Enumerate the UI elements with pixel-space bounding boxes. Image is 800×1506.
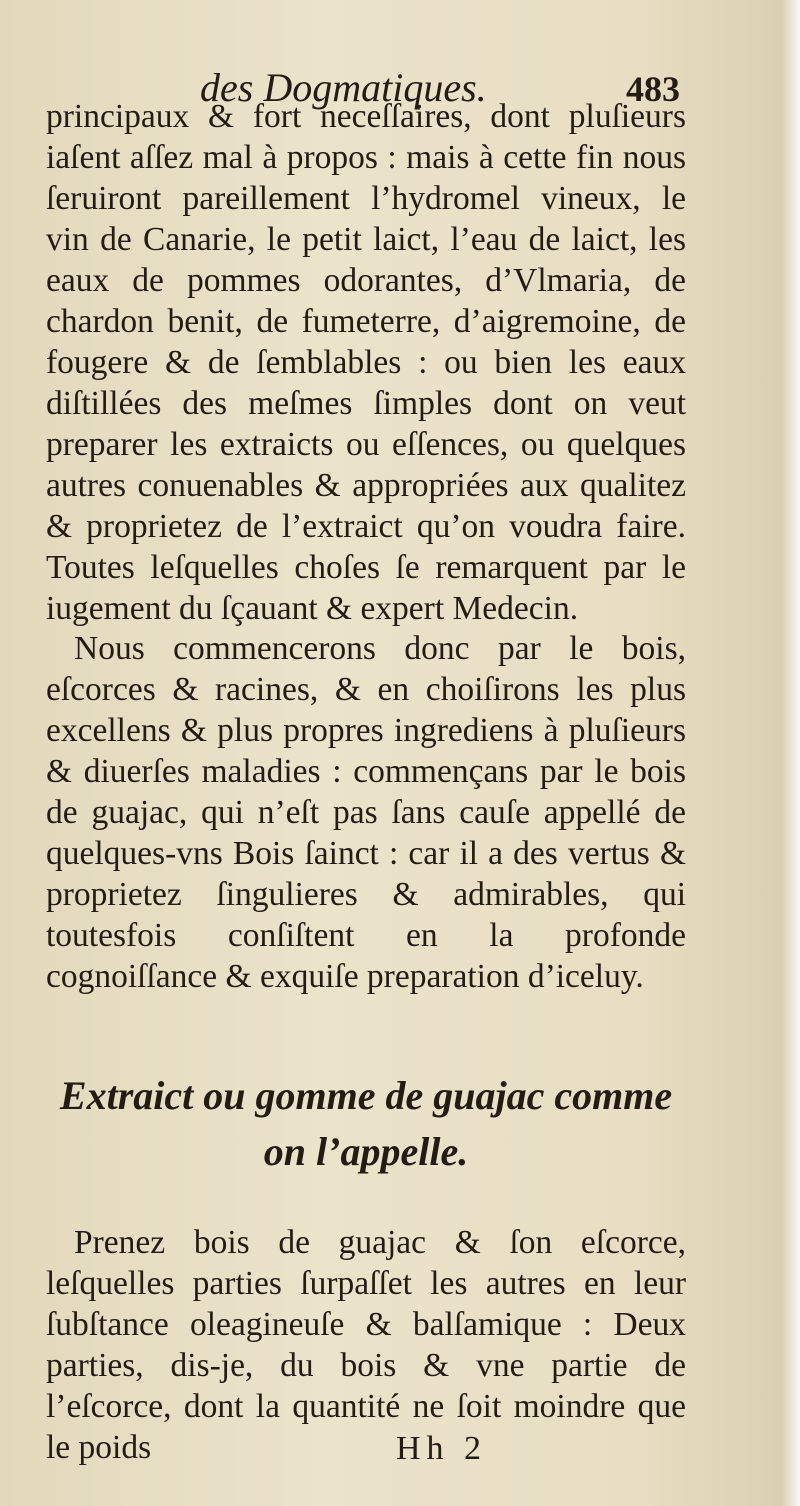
paragraph-1 xyxy=(46,96,686,629)
paragraph-2-text: Nous commencerons donc par le bois, eſcorces & racines, & en choiſirons les plus excellens & plus propres ingrediens à pluſieurs & diuerſes maladies : commençans par le bois de guajac, qui n’eſt pas ſans cauſe appellé de quelques-vns Bois ſainct : car il a des vertus & proprietez ſingulieres & admirables, qui toutesfois conſiſtent en la profonde cognoiſſance & exquiſe preparation d’iceluy. xyxy=(46,630,686,995)
paragraph-3 xyxy=(46,1222,686,1468)
paragraph-2 xyxy=(46,628,686,997)
section-heading-line-1: Extraict ou gomme de guajac comme xyxy=(59,1073,673,1118)
paragraph-1-text: principaux & fort neceſſaires, dont pluſieurs iaſent aſſez mal à propos : mais à cette fin nous ſeruiront pareillement l’hydromel vineux, le vin de Canarie, le petit laict, l’eau de laict, les eaux de pommes odorantes, d’Vlmaria, de chardon benit, de fumeterre, d’aigremoine, de fougere & de ſemblables : ou bien les eaux diſtillées des meſmes ſimples dont on veut preparer les extraicts ou eſſences, ou quelques autres conuenables & appropriées aux qualitez & proprietez de l’extraict qu’on voudra faire. Toutes leſquelles choſes ſe remarquent par le iugement du ſçauant & expert Medecin. xyxy=(46,98,686,627)
signature-mark: Hh 2 xyxy=(396,1430,488,1467)
paragraph-3-text: Prenez bois de guajac & ſon eſcorce, leſquelles parties ſurpaſſet les autres en leur ſubſtance oleagineuſe & balſamique : Deux parties, dis-je, du bois & vne partie de l’eſcorce, dont la quantité ne ſoit moindre que le poids xyxy=(46,1224,686,1466)
section-heading xyxy=(46,1068,686,1180)
running-title: des Dogmatiques. xyxy=(200,65,487,110)
page-edge xyxy=(782,0,800,1506)
page-number: 483 xyxy=(626,69,680,109)
section-heading-line-2: on l’appelle. xyxy=(263,1129,469,1174)
